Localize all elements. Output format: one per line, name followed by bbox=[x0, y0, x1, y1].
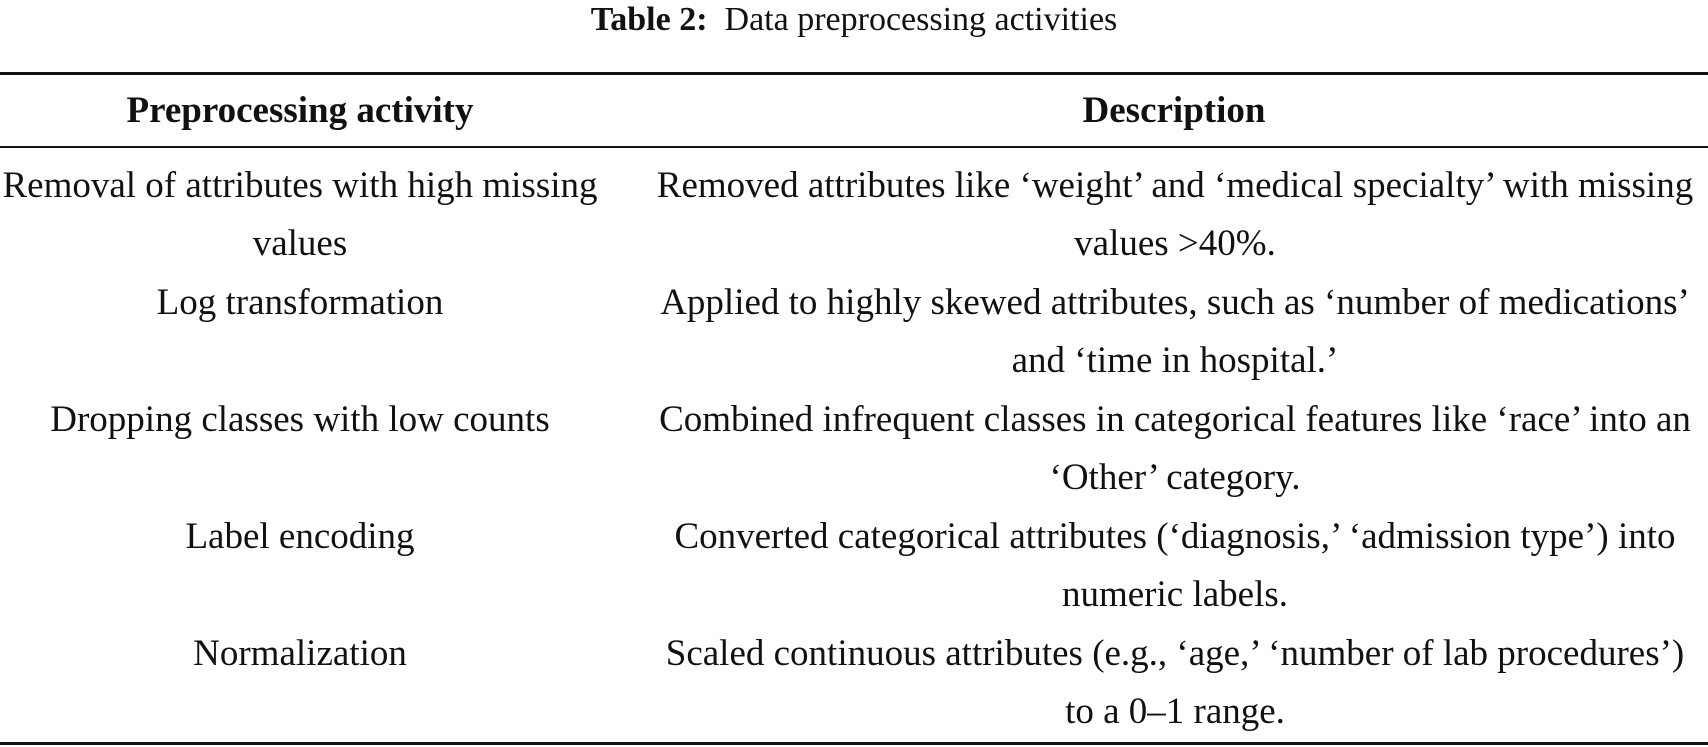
description-cell: Converted categorical attributes (‘diagnosis,’ ‘admission type’) into numeric labels. bbox=[674, 516, 1676, 615]
table-bottom-rule bbox=[0, 742, 1708, 745]
table-row bbox=[0, 157, 1708, 274]
table-row bbox=[0, 391, 1708, 508]
activity-cell: Label encoding bbox=[185, 516, 415, 557]
column-header-description: Description bbox=[1082, 90, 1266, 131]
activity-cell: Dropping classes with low counts bbox=[50, 399, 550, 440]
table-body bbox=[0, 157, 1708, 742]
table-header-rule bbox=[0, 146, 1708, 148]
table-header-row bbox=[0, 86, 1708, 136]
table-top-rule bbox=[0, 72, 1708, 75]
caption-label: Table 2: bbox=[590, 1, 708, 38]
table-row bbox=[0, 274, 1708, 391]
caption-text: Data preprocessing activities bbox=[724, 1, 1118, 38]
activity-cell: Normalization bbox=[193, 633, 407, 674]
activity-cell: Log transformation bbox=[156, 282, 444, 323]
description-cell: Scaled continuous attributes (e.g., ‘age,’ ‘number of lab procedures’) to a 0–1 range. bbox=[665, 633, 1685, 732]
description-cell: Removed attributes like ‘weight’ and ‘medical specialty’ with missing values >40%. bbox=[656, 165, 1694, 264]
description-cell: Combined infrequent classes in categorical features like ‘race’ into an ‘Other’ category. bbox=[659, 399, 1691, 498]
column-header-activity: Preprocessing activity bbox=[126, 90, 474, 131]
table-row bbox=[0, 625, 1708, 742]
table-caption bbox=[0, 0, 1708, 46]
table-row bbox=[0, 508, 1708, 625]
activity-cell: Removal of attributes with high missing values bbox=[2, 165, 598, 264]
description-cell: Applied to highly skewed attributes, such as ‘number of medications’ and ‘time in hospital.’ bbox=[660, 282, 1690, 381]
